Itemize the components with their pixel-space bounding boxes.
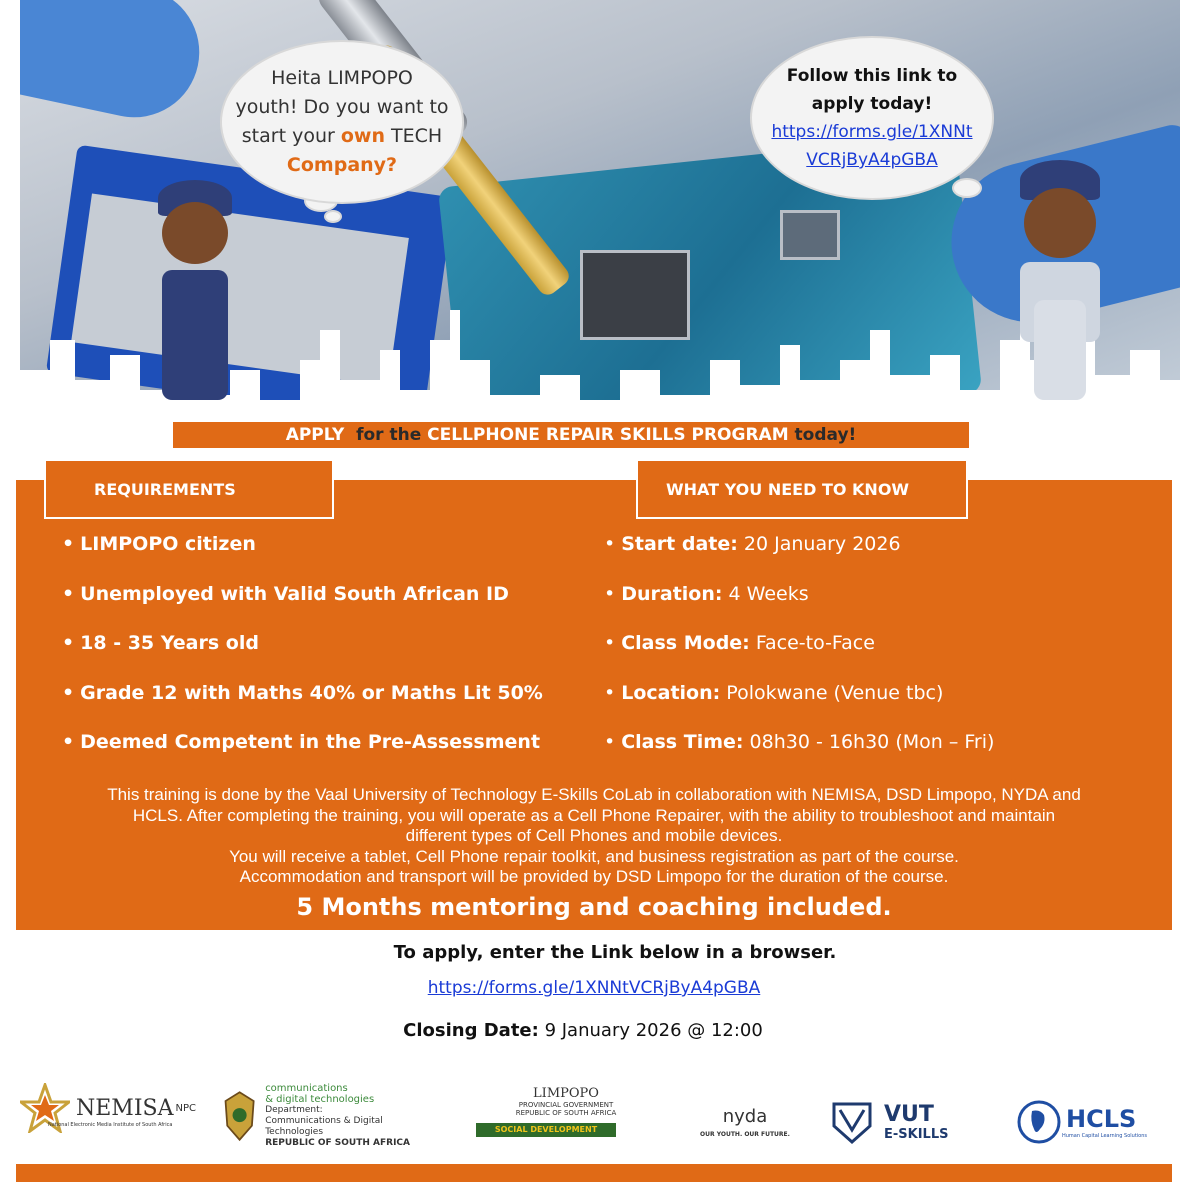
list-item [62, 632, 543, 682]
requirement-text: Unemployed with Valid South African ID [80, 582, 509, 605]
dcdt-line: & digital technologies [265, 1094, 375, 1105]
character-male-technician [1000, 160, 1120, 410]
mentoring-highlight: 5 Months mentoring and coaching included. [296, 893, 892, 921]
character-female-technician [140, 180, 250, 410]
banner-apply: APPLY [285, 425, 345, 445]
apply-instruction: To apply, enter the Link below in a browser. [393, 942, 837, 963]
bubble-accent-text: own [340, 125, 385, 147]
bullet: • [62, 681, 75, 704]
vut-eskills-logo [830, 1092, 980, 1152]
list-item [62, 583, 543, 633]
know-label: Duration: [621, 582, 723, 605]
bullet: • [604, 681, 616, 704]
know-label: Location: [621, 681, 721, 704]
chip [780, 210, 840, 260]
know-list [604, 533, 994, 781]
glove-left [20, 0, 211, 129]
bullet: • [62, 731, 75, 753]
social-development-bar: SOCIAL DEVELOPMENT [476, 1123, 616, 1137]
bullet: • [62, 632, 75, 654]
apply-link-bubble-part1[interactable]: https://forms.gle/1XNNt [771, 122, 973, 142]
dcdt-line: Communications & Digital Technologies [265, 1116, 383, 1137]
requirement-text: 18 - 35 Years old [80, 632, 259, 654]
banner-today: today! [794, 425, 857, 445]
description-line: You will receive a tablet, Cell Phone repair toolkit, and business registration as part of the course. [229, 846, 959, 866]
dcdt-text [265, 1083, 422, 1149]
vut-shield-icon [830, 1100, 874, 1144]
list-item [604, 583, 994, 633]
coat-of-arms-icon [222, 1087, 257, 1145]
nemisa-name: NEMISA [76, 1095, 174, 1121]
bullet: • [604, 582, 616, 605]
description-line: Accommodation and transport will be provided by DSD Limpopo for the duration of the course. [239, 867, 949, 886]
nyda-tagline: OUR YOUTH. OUR FUTURE. [700, 1131, 790, 1138]
list-item [62, 731, 543, 781]
bubble-line: Follow this link to [786, 66, 958, 86]
banner-for-the: for the [356, 425, 422, 445]
hcls-title: HCLS [1066, 1105, 1137, 1133]
know-label: Start date: [621, 533, 738, 555]
list-item [62, 533, 543, 583]
hcls-logo [1016, 1092, 1166, 1152]
bullet: • [62, 582, 75, 605]
banner-program: CELLPHONE REPAIR SKILLS PROGRAM [427, 425, 789, 445]
what-you-need-to-know-heading: WHAT YOU NEED TO KNOW [636, 459, 968, 519]
vut-title: VUT [884, 1102, 934, 1127]
apply-link[interactable]: https://forms.gle/1XNNtVCRjByA4pGBA [427, 978, 761, 998]
description-line: This training is done by the Vaal University of Technology E-Skills CoLab in collaboration with NEMISA, DSD Limpopo, NYDA and [107, 785, 1081, 804]
description-line: HCLS. After completing the training, you will operate as a Cell Phone Repairer, with the ability to troubleshoot and maintain [132, 805, 1056, 825]
closing-date [0, 1020, 1166, 1041]
hcls-subtitle: Human Capital Learning Solutions [1062, 1133, 1148, 1139]
program-description [16, 785, 1172, 888]
bubble-text: TECH [391, 125, 443, 147]
apply-link-row [0, 978, 1188, 998]
list-item [604, 682, 994, 732]
limpopo-title: LIMPOPO [533, 1086, 599, 1101]
requirements-list [62, 533, 543, 781]
know-value: 4 Weeks [728, 582, 809, 605]
bubble-line: apply today! [811, 94, 933, 114]
bullet: • [604, 632, 616, 654]
requirement-text: Grade 12 with Maths 40% or Maths Lit 50% [80, 681, 543, 704]
limpopo-social-development-logo [462, 1086, 630, 1152]
bubble-accent-line: Company? [286, 154, 398, 176]
closing-date-value: 9 January 2026 @ 12:00 [544, 1020, 763, 1041]
limpopo-subtitle: PROVINCIAL GOVERNMENT [518, 1101, 614, 1109]
nemisa-suffix: NPC [175, 1102, 196, 1114]
bubble-line: youth! Do you want to [235, 96, 449, 118]
bubble-text: start your [241, 125, 335, 147]
dcdt-line: communications [265, 1083, 348, 1094]
nyda-name: nyda [722, 1106, 768, 1127]
dcdt-logo [222, 1082, 422, 1150]
apply-link-bubble-part2[interactable]: VCRjByA4pGBA [806, 150, 938, 170]
know-value: Face-to-Face [755, 632, 875, 654]
list-item [604, 731, 994, 781]
closing-date-label: Closing Date: [403, 1020, 539, 1041]
speech-bubble-left [222, 42, 462, 202]
bubble-line: Heita LIMPOPO [271, 67, 413, 89]
globe-icon [1016, 1099, 1062, 1145]
limpopo-subtitle: REPUBLIC OF SOUTH AFRICA [515, 1109, 617, 1117]
bubble-tail [954, 180, 980, 196]
vut-text [884, 1102, 948, 1142]
know-label: Class Mode: [621, 632, 750, 654]
hcls-text [1062, 1105, 1147, 1139]
footer-bar [16, 1164, 1172, 1182]
list-item [604, 533, 994, 583]
requirement-text: Deemed Competent in the Pre-Assessment [80, 731, 541, 753]
know-value: 20 January 2026 [743, 533, 901, 555]
nemisa-subtitle: National Electronic Media Institute of South Africa [48, 1122, 173, 1128]
requirement-text: LIMPOPO citizen [80, 533, 256, 555]
hero-image [20, 0, 1180, 430]
nemisa-logo [20, 1078, 200, 1138]
description-line: different types of Cell Phones and mobile devices. [405, 826, 783, 845]
list-item [62, 682, 543, 732]
speech-bubble-right [752, 38, 992, 198]
nyda-logo [700, 1084, 790, 1154]
bullet: • [604, 731, 616, 753]
bullet: • [62, 533, 75, 555]
requirements-heading: REQUIREMENTS [44, 459, 334, 519]
list-item [604, 632, 994, 682]
dcdt-line: Department: [265, 1105, 323, 1115]
bubble-tail [326, 212, 340, 221]
know-value: 08h30 - 16h30 (Mon – Fri) [749, 731, 995, 753]
know-label: Class Time: [621, 731, 744, 753]
know-value: Polokwane (Venue tbc) [726, 681, 944, 704]
vut-subtitle: E-SKILLS [884, 1127, 949, 1142]
bullet: • [604, 533, 616, 555]
apply-banner [173, 422, 969, 448]
dcdt-line: REPUBLIC OF SOUTH AFRICA [265, 1138, 410, 1148]
bubble-line [242, 122, 442, 151]
